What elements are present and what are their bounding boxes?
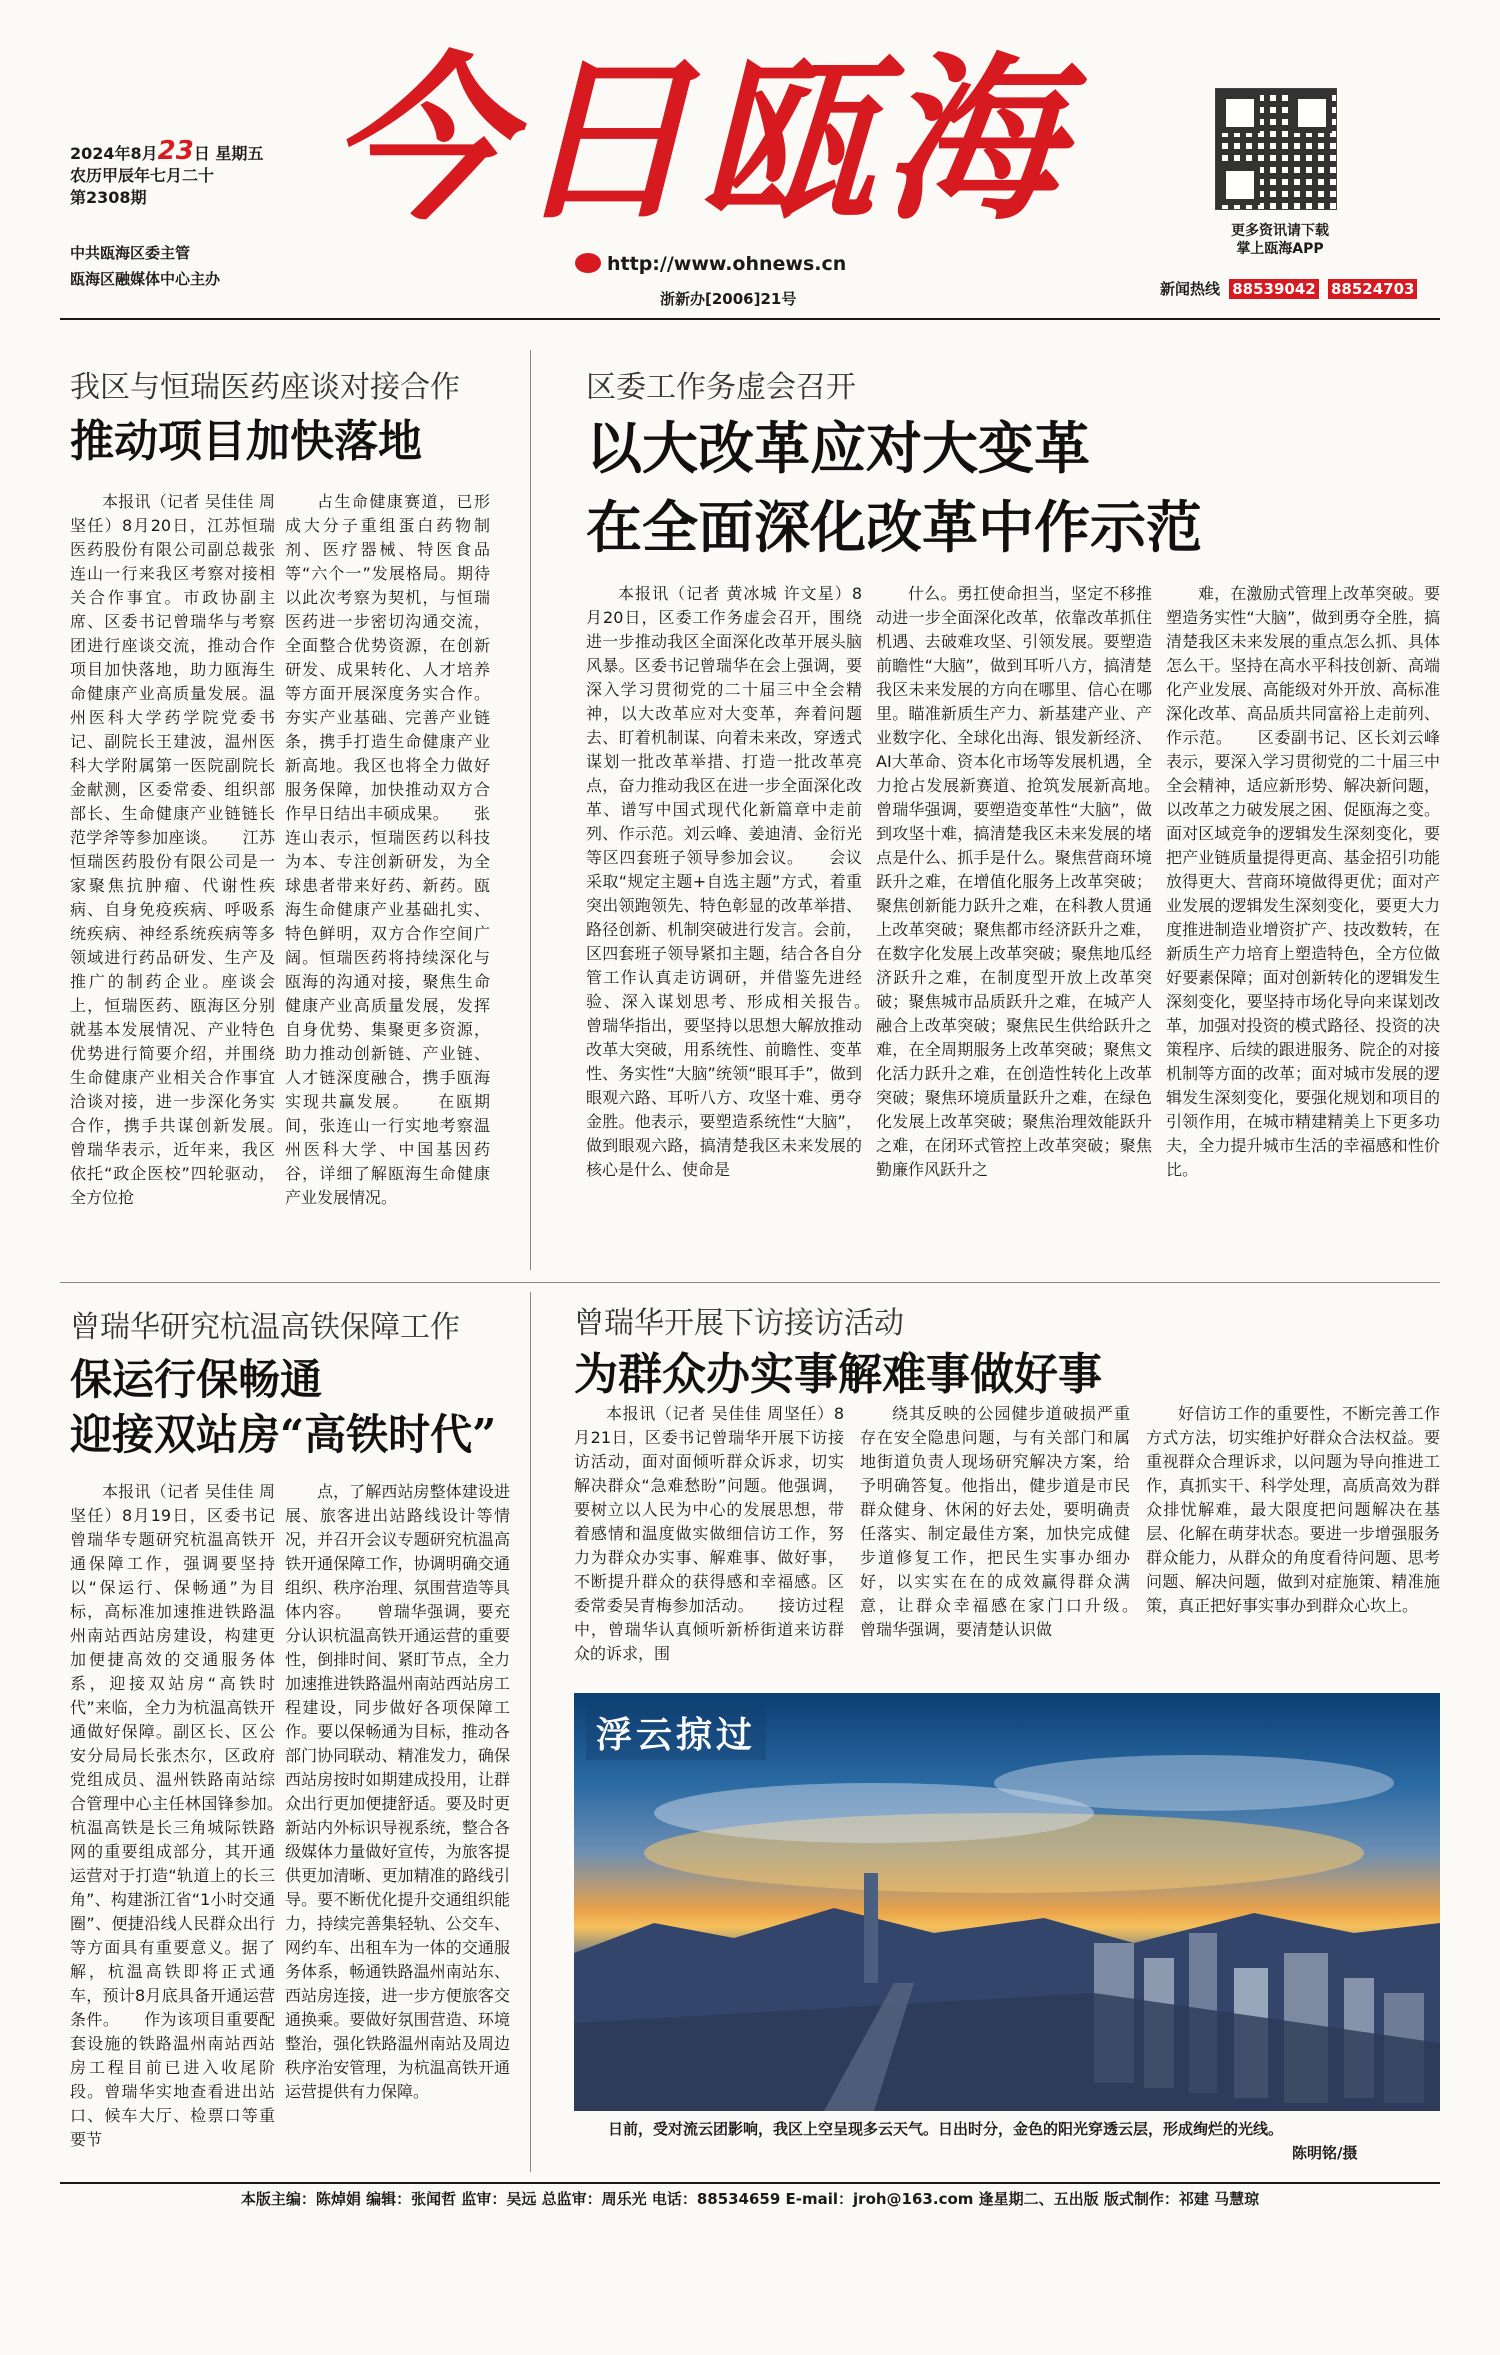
article2-column-3 [1166,582,1440,1272]
masthead-rule [60,318,1440,320]
article3-subtitle: 曾瑞华研究杭温高铁保障工作 [70,1310,460,1345]
lunar-date: 农历甲辰年七月二十 [70,166,215,185]
article3-text-2: 点，了解西站房整体建设进展、旅客进出站路线设计等情况，并召开会议专题研究杭温高铁开通保障工作，协调明确交通组织、秩序治理、氛围营造等具体内容。 曾瑞华强调，要充分认识杭温高铁开通运营的重要性，倒排时间、紧盯节点，全力加速推进铁路温州南站西站房工程建设，同步做好各项保障工作。要以保畅通为目标，推动各部门协同联动、精准发力，确保西站房按时如期建成投用，让群众出行更加便捷舒适。要及时更新站内外标识导视系统，整合各级媒体力量做好宣传，为旅客提供更加清晰、更加精准的路线引导。要不断优化提升交通组织能力，持续完善集轻轨、公交车、网约车、出租车为一体的交通服务体系，畅通铁路温州南站东、西站房连接，进一步方便旅客交通换乘。要做好氛围营造、环境整治，强化铁路温州南站及周边秩序治安管理，为杭温高铁开通运营提供有力保障。 [285,1482,510,2101]
article1-text-2: 占生命健康赛道，已形成大分子重组蛋白药物制剂、医疗器械、特医食品等“六个一”发展格局。期待以此次考察为契机，与恒瑞医药进一步密切沟通交流，全面整合优势资源，在创新研发、成果转化、人才培养等方面开展深度务实合作。夯实产业基础、完善产业链条，携手打造生命健康产业新高地。我区也将全力做好服务保障，加快推动双方合作早日结出丰硕成果。 张连山表示，恒瑞医药以科技为本、专注创新研发，为全球患者带来好药、新药。瓯海生命健康产业基础扎实、特色鲜明，双方合作空间广阔。恒瑞医药将持续深化与瓯海的沟通对接，聚焦生命健康产业高质量发展，发挥自身优势、集聚更多资源，助力推动创新链、产业链、人才链深度融合，携手瓯海实现共赢发展。 在瓯期间，张连山一行实地考察温州医科大学、中国基因药谷，详细了解瓯海生命健康产业发展情况。 [285,492,490,1207]
page-footer: 本版主编：陈焯娟 编辑：张闻哲 监审：吴远 总监审：周乐光 电话：88534659 E-mail：jroh@163.com 逢星期二、五出版 版式制作：祁建 马慧琼 [60,2182,1440,2214]
article4-text-1: 本报讯（记者 吴佳佳 周坚任）8月21日，区委书记曾瑞华开展下访接访活动，面对面倾听群众诉求，切实解决群众“急难愁盼”问题。他强调，要树立以人民为中心的发展思想，带着感情和温度做实做细信访工作，努力为群众办实事、解难事、做好事，不断提升群众的获得感和幸福感。区委常委吴青梅参加活动。 接访过程中，曾瑞华认真倾听新桥街道来访群众的诉求，围 [574,1404,844,1663]
qr-finder-bottom-left [1220,165,1260,205]
article2-headline-1: 以大改革应对大变革 [586,416,1090,482]
hotline-number-1: 88539042 [1229,279,1319,299]
globe-icon [575,253,601,273]
website-url-text: http://www.ohnews.cn [607,253,847,275]
date-suffix: 日 星期五 [193,144,264,163]
article1-column-1 [70,490,275,1260]
article4-subtitle: 曾瑞华开展下访接访活动 [574,1306,904,1341]
qr-caption-line-2: 掌上瓯海APP [1236,241,1324,257]
newspaper-logo: 今日瓯海 [330,35,1066,244]
date-day: 23 [157,136,194,166]
column-divider [530,350,531,1270]
qr-finder-top-left [1220,93,1260,133]
article2-headline-2: 在全面深化改革中作示范 [586,495,1202,561]
photo-caption: 日前，受对流云团影响，我区上空呈现多云天气。日出时分，金色的阳光穿透云层，形成绚烂的光线。 [608,2120,1284,2138]
article2-column-1 [586,582,862,1272]
article4-column-3 [1146,1402,1440,1682]
article2-subtitle: 区委工作务虚会召开 [586,370,856,405]
article4-headline: 为群众办实事解难事做好事 [574,1349,1102,1400]
qr-caption [1205,222,1355,258]
website-url[interactable] [575,253,846,275]
photo-credit: 陈明铭/摄 [1292,2144,1358,2162]
photo-title: 浮云掠过 [586,1705,766,1760]
column-divider-lower [530,1292,531,2172]
qr-code[interactable] [1215,88,1337,210]
article2-text-3: 难，在激励式管理上改革突破。要塑造务实性“大脑”，做到勇夺全胜，搞清楚我区未来发展的重点怎么抓、具体怎么干。坚持在高水平科技创新、高端化产业发展、高能级对外开放、高标准深化改革、高品质共同富裕上走前列、作示范。 区委副书记、区长刘云峰表示，要深入学习贯彻党的二十届三中全会精神，适应新形势、解决新问题，以改革之力破发展之困、促瓯海之变。面对区域竞争的逻辑发生深刻变化，要把产业链质量提得更高、基金招引功能放得更大、营商环境做得更优；面对产业发展的逻辑发生深刻变化，要更大力度推进制造业增资扩产、技改数转，在新质生产力培育上塑造特色，全方位做好要素保障；面对创新转化的逻辑发生深刻变化，要坚持市场化导向来谋划改革，加强对投资的模式路径、投资的决策程序、后续的跟进服务、院企的对接机制等方面的改革；面对城市发展的逻辑发生深刻变化，要强化规划和项目的引领作用，在城市精建精美上下更多功夫，全力提升城市生活的幸福感和性价比。 [1166,584,1440,1179]
article2-column-2 [876,582,1152,1272]
article1-text-1: 本报讯（记者 吴佳佳 周坚任）8月20日，江苏恒瑞医药股份有限公司副总裁张连山一行来我区考察对接相关合作事宜。市政协副主席、区委书记曾瑞华与考察团进行座谈交流，推动合作项目加快落地，助力瓯海生命健康产业高质量发展。温州医科大学药学院党委书记、副院长王建波，温州医科大学附属第一医院副院长金献测，区委常委、组织部部长、生命健康产业链链长范学斧等参加座谈。 江苏恒瑞医药股份有限公司是一家聚焦抗肿瘤、代谢性疾病、自身免疫疾病、呼吸系统疾病、神经系统疾病等多领域进行药品研发、生产及推广的制药企业。座谈会上，恒瑞医药、瓯海区分别就基本发展情况、产业特色优势进行简要介绍，并围绕生命健康产业相关合作事宜洽谈对接，进一步深化务实合作，携手共谋创新发展。 曾瑞华表示，近年来，我区依托“政企医校”四轮驱动，全方位抢 [70,492,275,1207]
sponsor-line-2: 瓯海区融媒体中心主办 [70,270,221,288]
article4-text-2: 绕其反映的公园健步道破损严重存在安全隐患问题，与有关部门和属地街道负责人现场研究解决方案，给予明确答复。他指出，健步道是市民群众健身、休闲的好去处，要明确责任落实、制定最佳方案，加快完成健步道修复工作，把民生实事办细办好，以实实在在的成效赢得群众满意，让群众幸福感在家门口升级。 曾瑞华强调，要清楚认识做 [860,1404,1130,1639]
hotline-label: 新闻热线 [1160,280,1221,298]
date-block [70,136,264,209]
article3-headline-2: 迎接双站房“高铁时代” [70,1410,497,1459]
article2-text-2: 什么。勇扛使命担当，坚定不移推动进一步全面深化改革，依靠改革抓住机遇、去破难攻坚、引领发展。要塑造前瞻性“大脑”，做到耳听八方，搞清楚我区未来发展的方向在哪里、信心在哪里。瞄准新质生产力、新基建产业、产业数字化、全球化出海、银发新经济、AI大革命、资本化市场等发展机遇，全力抢占发展新赛道、抢筑发展新高地。 曾瑞华强调，要塑造变革性“大脑”，做到攻坚十难，搞清楚我区未来发展的堵点是什么、抓手是什么。聚焦营商环境跃升之难，在增值化服务上改革突破；聚焦创新能力跃升之难，在科教人贯通上改革突破；聚焦都市经济跃升之难，在数字化发展上改革突破；聚焦地瓜经济跃升之难，在制度型开放上改革突破；聚焦城市品质跃升之难，在城产人融合上改革突破；聚焦民生供给跃升之难，在全周期服务上改革突破；聚焦文化活力跃升之难，在创造性转化上改革突破；聚焦环境质量跃升之难，在绿色化发展上改革突破；聚焦治理效能跃升之难，在闭环式管控上改革突破；聚焦勤廉作风跃升之 [876,584,1152,1179]
article4-column-2 [860,1402,1130,1682]
article3-column-1 [70,1480,275,2170]
license-number: 浙新办[2006]21号 [660,290,797,308]
qr-finder-top-right [1292,93,1332,133]
news-hotline [1160,278,1417,299]
section-divider [60,1282,1440,1283]
article3-headline-1: 保运行保畅通 [70,1355,323,1404]
article3-column-2 [285,1480,510,2170]
hotline-number-2: 88524703 [1328,279,1418,299]
date-prefix: 2024年8月 [70,144,158,163]
article1-column-2 [285,490,490,1260]
article2-text-1: 本报讯（记者 黄冰城 许文星）8月20日，区委工作务虚会召开，围绕进一步推动我区全面深化改革开展头脑风暴。区委书记曾瑞华在会上强调，要深入学习贯彻党的二十届三中全会精神，以大改革应对大变革，奔着问题去、盯着机制谋、向着未来改，穿透式谋划一批改革举措、打造一批改革亮点，奋力推动我区在进一步全面深化改革、谱写中国式现代化新篇章中走前列、作示范。刘云峰、姜迪清、金衍光等区四套班子领导参加会议。 会议采取“规定主题+自选主题”方式，着重突出领跑领先、特色彰显的改革举措、路径创新、机制突破进行发言。会前，区四套班子领导紧扣主题，结合各自分管工作认真走访调研，并借鉴先进经验、深入谋划思考、形成相关报告。 曾瑞华指出，要坚持以思想大解放推动改革大突破，用系统性、前瞻性、变革性、务实性“大脑”统领“眼耳手”，做到眼观六路、耳听八方、攻坚十难、勇夺金胜。他表示，要塑造系统性“大脑”，做到眼观六路，搞清楚我区未来发展的核心是什么、使命是 [586,584,862,1179]
qr-caption-line-1: 更多资讯请下载 [1231,223,1329,239]
article4-column-1 [574,1402,844,1682]
article3-text-1: 本报讯（记者 吴佳佳 周坚任）8月19日，区委书记曾瑞华专题研究杭温高铁开通保障工作，强调要坚持以“保运行、保畅通”为目标，高标准加速推进铁路温州南站西站房建设，构建更加便捷高效的交通服务体系，迎接双站房“高铁时代”来临，全力为杭温高铁开通做好保障。副区长、区公安分局局长张杰尔，区政府党组成员、温州铁路南站综合管理中心主任林国锋参加。 杭温高铁是长三角城际铁路网的重要组成部分，其开通运营对于打造“轨道上的长三角”、构建浙江省“1小时交通圈”、便捷沿线人民群众出行等方面具有重要意义。据了解，杭温高铁即将正式通车，预计8月底具备开通运营条件。 作为该项目重要配套设施的铁路温州南站西站房工程目前已进入收尾阶段。曾瑞华实地查看进出站口、候车大厅、检票口等重要节 [70,1482,275,2149]
article1-subtitle: 我区与恒瑞医药座谈对接合作 [70,370,460,405]
sponsor-line-1: 中共瓯海区委主管 [70,244,191,262]
issue-number: 第2308期 [70,188,147,207]
article4-text-3: 好信访工作的重要性，不断完善工作方式方法，切实维护好群众合法权益。要重视群众合理诉求，以问题为导向推进工作，真抓实干、科学处理，高质高效为群众排忧解难，最大限度把问题解决在基层、化解在萌芽状态。要进一步增强服务群众能力，从群众的角度看待问题、思考问题、解决问题，做到对症施策、精准施策，真正把好事实事办到群众心坎上。 [1146,1404,1440,1615]
article1-headline: 推动项目加快落地 [70,416,422,467]
sponsor-block [70,240,220,292]
